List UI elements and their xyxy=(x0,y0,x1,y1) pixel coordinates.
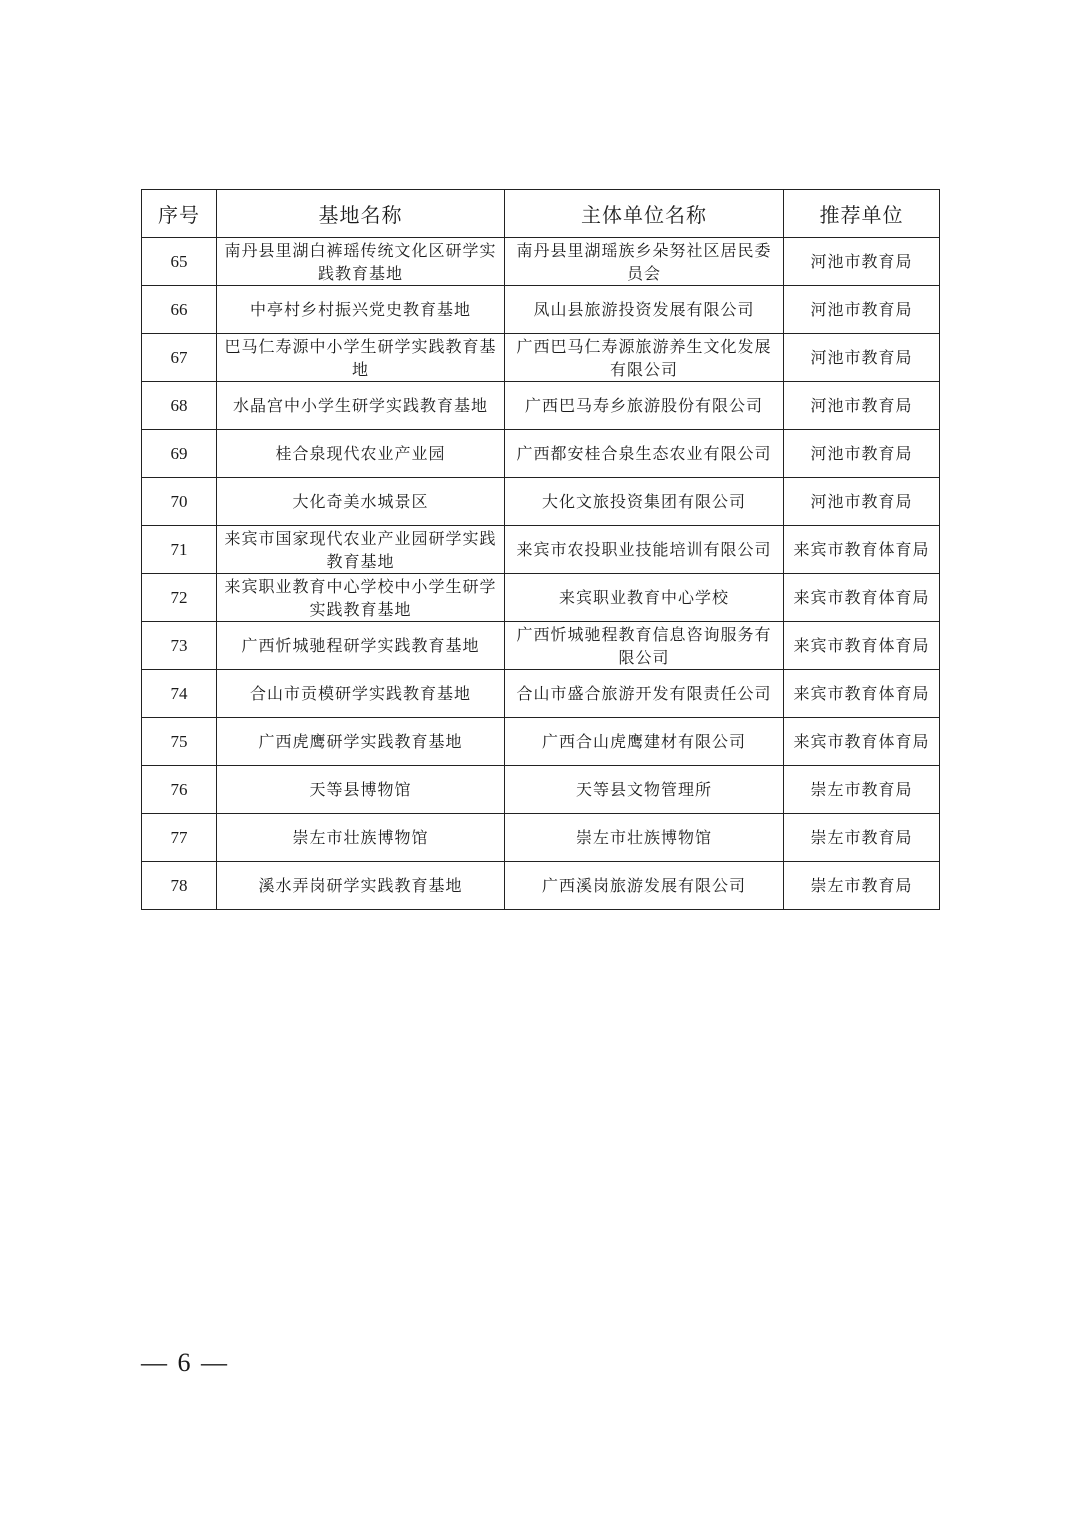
cell-base-name: 大化奇美水城景区 xyxy=(217,478,505,526)
header-no: 序号 xyxy=(142,190,217,238)
cell-base-name: 来宾职业教育中心学校中小学生研学实践教育基地 xyxy=(217,574,505,622)
table-row xyxy=(142,382,940,430)
cell-recommender: 来宾市教育体育局 xyxy=(784,670,940,718)
cell-entity-name: 凤山县旅游投资发展有限公司 xyxy=(505,286,784,334)
cell-no: 68 xyxy=(142,382,217,430)
table-row xyxy=(142,862,940,910)
cell-no: 72 xyxy=(142,574,217,622)
cell-recommender: 来宾市教育体育局 xyxy=(784,574,940,622)
cell-no: 77 xyxy=(142,814,217,862)
cell-no: 66 xyxy=(142,286,217,334)
cell-entity-name: 广西合山虎鹰建材有限公司 xyxy=(505,718,784,766)
cell-entity-name: 来宾市农投职业技能培训有限公司 xyxy=(505,526,784,574)
table-row xyxy=(142,718,940,766)
cell-recommender: 河池市教育局 xyxy=(784,286,940,334)
table-row xyxy=(142,526,940,574)
cell-recommender: 河池市教育局 xyxy=(784,382,940,430)
page-number: — 6 — xyxy=(141,1348,229,1377)
cell-recommender: 河池市教育局 xyxy=(784,334,940,382)
cell-recommender: 来宾市教育体育局 xyxy=(784,526,940,574)
cell-no: 76 xyxy=(142,766,217,814)
cell-entity-name: 来宾职业教育中心学校 xyxy=(505,574,784,622)
cell-recommender: 河池市教育局 xyxy=(784,238,940,286)
cell-recommender: 崇左市教育局 xyxy=(784,814,940,862)
cell-base-name: 水晶宫中小学生研学实践教育基地 xyxy=(217,382,505,430)
table-row xyxy=(142,334,940,382)
cell-no: 71 xyxy=(142,526,217,574)
cell-no: 65 xyxy=(142,238,217,286)
cell-recommender: 崇左市教育局 xyxy=(784,766,940,814)
table-header xyxy=(142,190,940,238)
cell-no: 70 xyxy=(142,478,217,526)
cell-entity-name: 南丹县里湖瑶族乡朵努社区居民委员会 xyxy=(505,238,784,286)
base-list-table xyxy=(141,189,940,910)
cell-base-name: 崇左市壮族博物馆 xyxy=(217,814,505,862)
cell-recommender: 河池市教育局 xyxy=(784,478,940,526)
cell-entity-name: 崇左市壮族博物馆 xyxy=(505,814,784,862)
header-entity-name: 主体单位名称 xyxy=(505,190,784,238)
cell-base-name: 中亭村乡村振兴党史教育基地 xyxy=(217,286,505,334)
cell-entity-name: 广西巴马仁寿源旅游养生文化发展有限公司 xyxy=(505,334,784,382)
cell-base-name: 桂合泉现代农业产业园 xyxy=(217,430,505,478)
cell-base-name: 溪水弄岗研学实践教育基地 xyxy=(217,862,505,910)
cell-no: 74 xyxy=(142,670,217,718)
header-recommender: 推荐单位 xyxy=(784,190,940,238)
cell-entity-name: 合山市盛合旅游开发有限责任公司 xyxy=(505,670,784,718)
header-base-name: 基地名称 xyxy=(217,190,505,238)
cell-base-name: 天等县博物馆 xyxy=(217,766,505,814)
cell-recommender: 崇左市教育局 xyxy=(784,862,940,910)
cell-entity-name: 大化文旅投资集团有限公司 xyxy=(505,478,784,526)
table-body xyxy=(142,238,940,910)
cell-recommender: 河池市教育局 xyxy=(784,430,940,478)
cell-base-name: 合山市贡模研学实践教育基地 xyxy=(217,670,505,718)
cell-no: 69 xyxy=(142,430,217,478)
cell-base-name: 广西忻城驰程研学实践教育基地 xyxy=(217,622,505,670)
table-row xyxy=(142,286,940,334)
cell-base-name: 广西虎鹰研学实践教育基地 xyxy=(217,718,505,766)
header-row xyxy=(142,190,940,238)
cell-base-name: 来宾市国家现代农业产业园研学实践教育基地 xyxy=(217,526,505,574)
cell-entity-name: 天等县文物管理所 xyxy=(505,766,784,814)
table-row xyxy=(142,766,940,814)
table-row xyxy=(142,478,940,526)
table-row xyxy=(142,670,940,718)
table-row xyxy=(142,814,940,862)
cell-no: 78 xyxy=(142,862,217,910)
table-row xyxy=(142,574,940,622)
cell-no: 67 xyxy=(142,334,217,382)
table-row xyxy=(142,622,940,670)
cell-entity-name: 广西忻城驰程教育信息咨询服务有限公司 xyxy=(505,622,784,670)
table-row xyxy=(142,238,940,286)
cell-entity-name: 广西都安桂合泉生态农业有限公司 xyxy=(505,430,784,478)
cell-recommender: 来宾市教育体育局 xyxy=(784,622,940,670)
cell-base-name: 巴马仁寿源中小学生研学实践教育基地 xyxy=(217,334,505,382)
cell-no: 73 xyxy=(142,622,217,670)
cell-recommender: 来宾市教育体育局 xyxy=(784,718,940,766)
cell-no: 75 xyxy=(142,718,217,766)
cell-entity-name: 广西溪岗旅游发展有限公司 xyxy=(505,862,784,910)
table-row xyxy=(142,430,940,478)
cell-base-name: 南丹县里湖白裤瑶传统文化区研学实践教育基地 xyxy=(217,238,505,286)
cell-entity-name: 广西巴马寿乡旅游股份有限公司 xyxy=(505,382,784,430)
